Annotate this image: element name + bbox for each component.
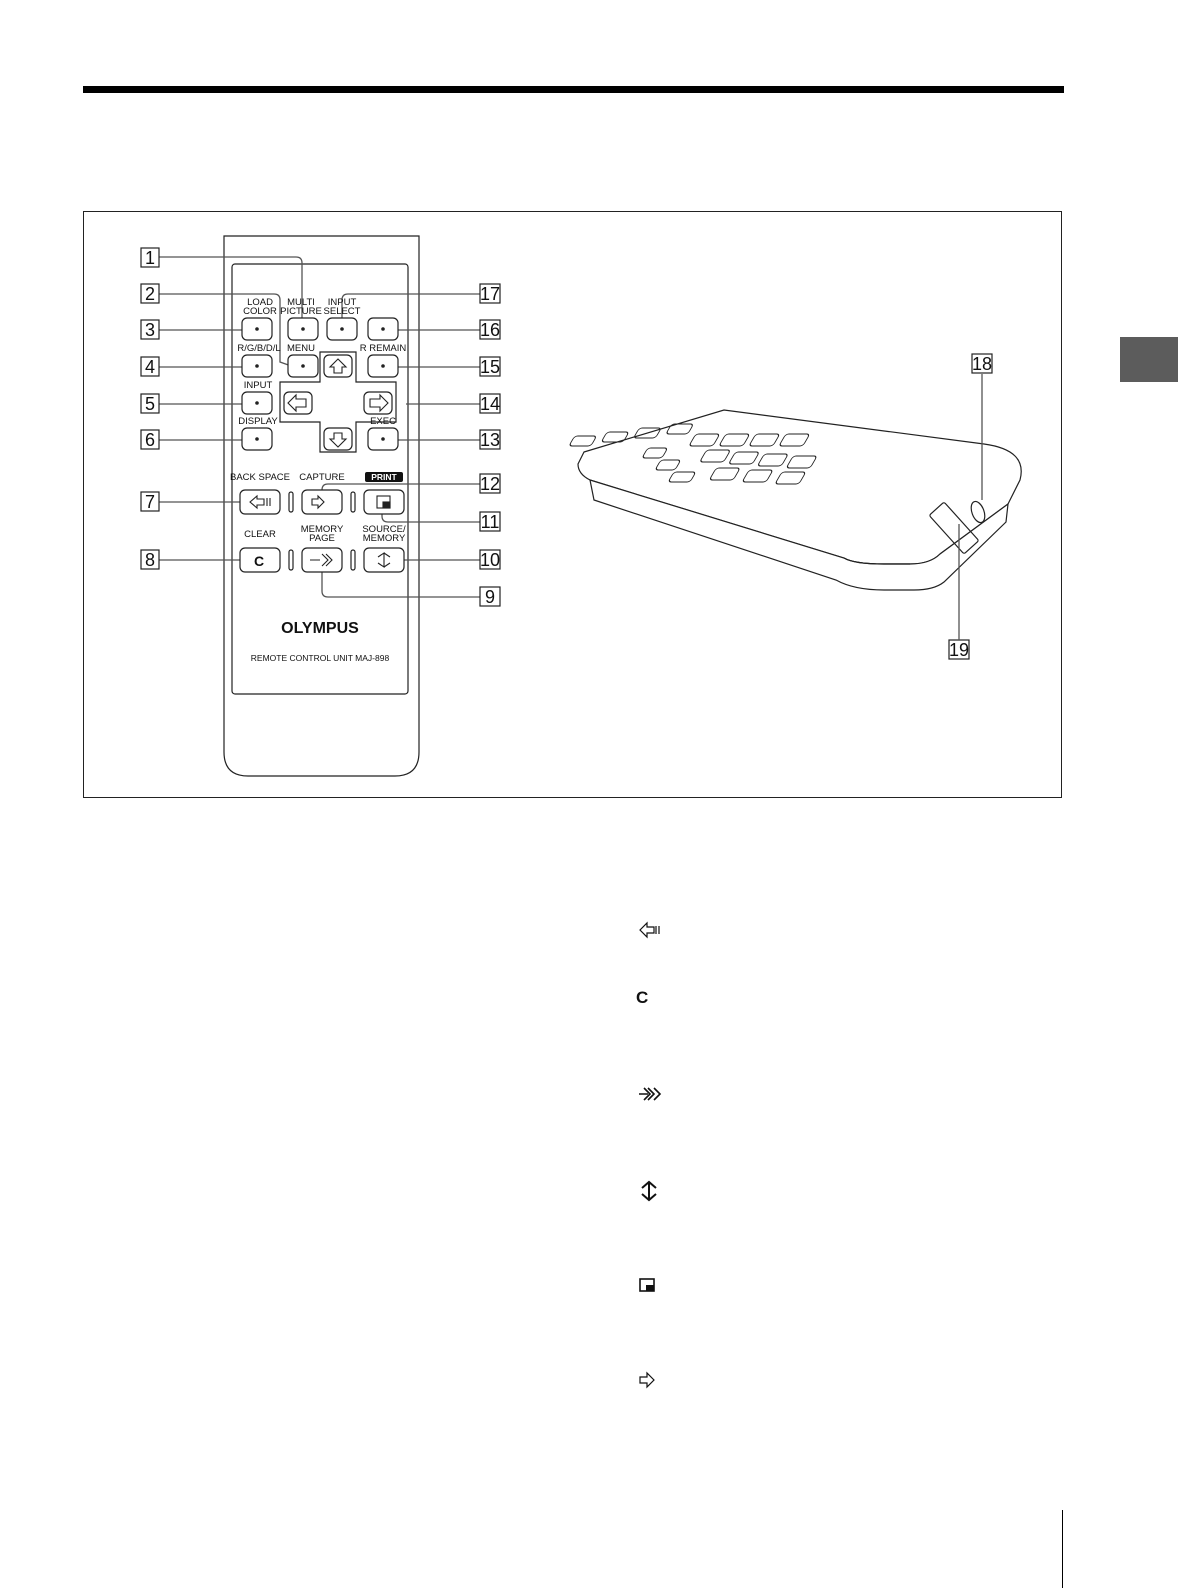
svg-text:PICTURE: PICTURE bbox=[280, 306, 322, 317]
svg-text:6: 6 bbox=[144, 430, 156, 450]
clear-c-icon: C bbox=[254, 553, 265, 569]
svg-text:COLOR: COLOR bbox=[243, 306, 277, 317]
remote-control-figure bbox=[83, 211, 1062, 798]
capture-icon bbox=[636, 1370, 676, 1394]
load-color-label: LOAD bbox=[247, 297, 273, 308]
svg-text:16: 16 bbox=[479, 320, 501, 340]
svg-text:11: 11 bbox=[480, 512, 500, 532]
back-space-label: BACK SPACE bbox=[229, 472, 291, 483]
svg-text:2: 2 bbox=[144, 284, 156, 304]
page-number-rule bbox=[1062, 1510, 1063, 1588]
svg-text:10: 10 bbox=[479, 550, 501, 570]
svg-text:8: 8 bbox=[144, 550, 156, 570]
svg-text:18: 18 bbox=[971, 354, 993, 374]
svg-text:13: 13 bbox=[479, 430, 501, 450]
svg-text:1: 1 bbox=[144, 248, 156, 268]
svg-text:PAGE: PAGE bbox=[309, 533, 335, 544]
multi-picture-label: MULTI bbox=[287, 297, 315, 308]
source-memory-icon bbox=[636, 1180, 676, 1204]
clear-c-icon: C bbox=[636, 988, 649, 1007]
memory-page-icon bbox=[636, 1084, 676, 1108]
back-space-icon bbox=[636, 920, 676, 944]
model-label: REMOTE CONTROL UNIT MAJ-898 bbox=[250, 653, 390, 663]
svg-text:5: 5 bbox=[144, 394, 156, 414]
remote-perspective-view bbox=[569, 374, 1021, 640]
clear-label: CLEAR bbox=[244, 529, 276, 540]
svg-text:9: 9 bbox=[484, 587, 496, 607]
svg-text:7: 7 bbox=[144, 492, 156, 512]
input-select-label: INPUT bbox=[327, 297, 357, 308]
svg-text:3: 3 bbox=[144, 320, 156, 340]
olympus-logo: OLYMPUS bbox=[281, 620, 359, 637]
capture-button bbox=[302, 490, 342, 514]
svg-text:SELECT: SELECT bbox=[323, 306, 361, 317]
remote-illustration bbox=[84, 212, 1063, 799]
display-label: DISPLAY bbox=[238, 416, 278, 427]
svg-text:12: 12 bbox=[479, 474, 501, 494]
memory-page-label: MEMORY bbox=[300, 524, 344, 535]
exec-label: EXEC bbox=[370, 416, 396, 427]
memory-page-button bbox=[302, 548, 342, 572]
header-rule bbox=[83, 86, 1064, 93]
svg-text:19: 19 bbox=[948, 640, 970, 660]
back-space-button bbox=[240, 490, 280, 514]
print-icon bbox=[636, 1276, 676, 1300]
source-memory-label: SOURCE/ bbox=[362, 524, 406, 535]
svg-text:MEMORY: MEMORY bbox=[362, 533, 406, 544]
menu-label: MENU bbox=[287, 343, 315, 354]
print-label: PRINT bbox=[371, 472, 397, 482]
svg-text:14: 14 bbox=[479, 394, 501, 414]
svg-text:17: 17 bbox=[479, 284, 501, 304]
capture-label: CAPTURE bbox=[299, 472, 345, 483]
r-remain-label: R REMAIN bbox=[359, 343, 407, 354]
svg-text:4: 4 bbox=[144, 357, 156, 377]
input-label: INPUT bbox=[243, 380, 273, 391]
rgbdl-label: R/G/B/D/L bbox=[237, 343, 281, 354]
svg-text:15: 15 bbox=[479, 357, 501, 377]
section-tab bbox=[1120, 337, 1178, 382]
